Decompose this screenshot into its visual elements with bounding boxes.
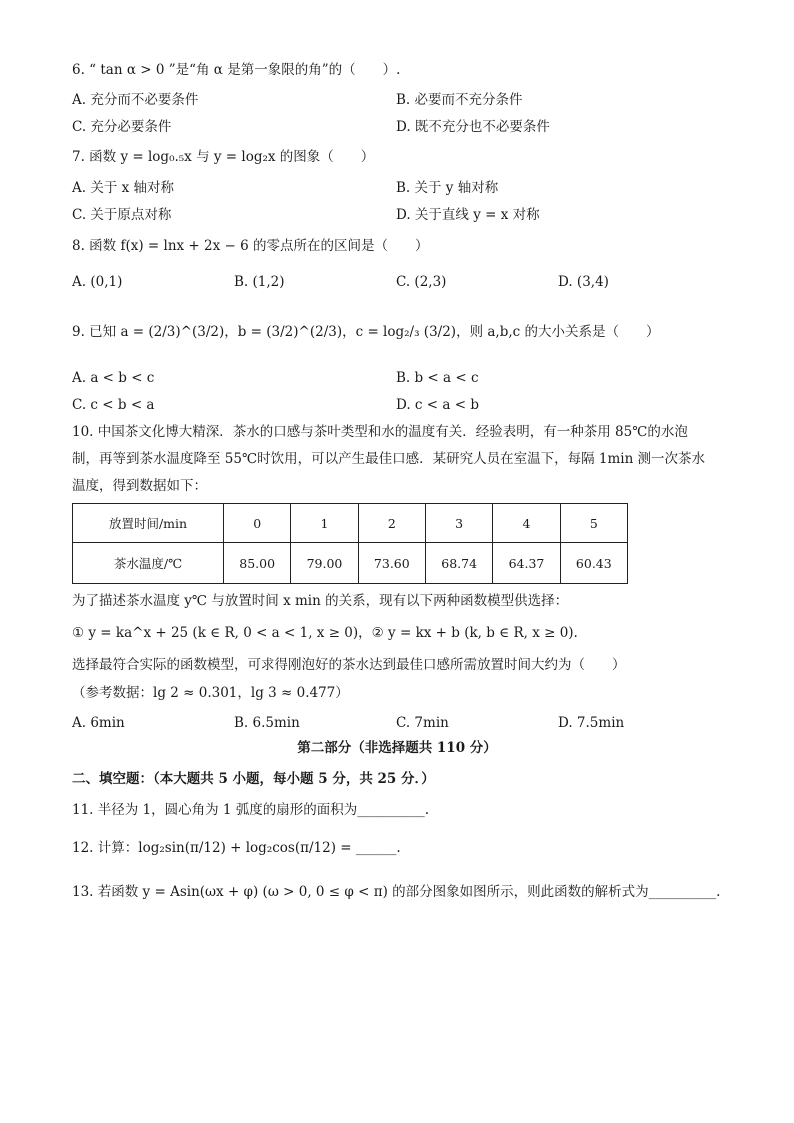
q10-reference-data: （参考数据：lg 2 ≈ 0.301，lg 3 ≈ 0.477） <box>72 685 349 701</box>
q7-option-c: C. 关于原点对称 <box>72 207 172 223</box>
q10-intro-line-2: 制，再等到茶水温度降至 55℃时饮用，可以产生最佳口感．某研究人员在室温下，每隔 1min 测一次茶水 <box>72 451 706 467</box>
table-cell-time: 1 <box>291 504 358 543</box>
table-cell-time: 2 <box>358 504 425 543</box>
q10-models: ① y = ka^x + 25 (k ∈ R, 0 < a < 1, x ≥ 0)，② y = kx + b (k, b ∈ R, x ≥ 0). <box>72 625 578 641</box>
q9-option-b: B. b < a < c <box>396 370 479 386</box>
table-cell-temperature: 68.74 <box>425 543 492 584</box>
q8-option-a: A. (0,1) <box>72 274 123 290</box>
table-header-temperature: 茶水温度/℃ <box>73 543 224 584</box>
table-cell-time: 3 <box>425 504 492 543</box>
q9-option-a: A. a < b < c <box>72 370 155 386</box>
q10-option-a: A. 6min <box>72 715 125 731</box>
q6-stem: 6. “ tan α > 0 ”是“角 α 是第一象限的角”的（ ）. <box>72 62 401 78</box>
q13: 13. 若函数 y = Asin(ωx + φ) (ω > 0, 0 ≤ φ < π) 的部分图象如图所示，则此函数的解析式为__________. <box>72 884 721 900</box>
q10-model-description: 为了描述茶水温度 y℃ 与放置时间 x min 的关系，现有以下两种函数模型供选择： <box>72 593 569 609</box>
q9-option-c: C. c < b < a <box>72 397 155 413</box>
q9-option-d: D. c < a < b <box>396 397 479 413</box>
q6-option-c: C. 充分必要条件 <box>72 119 172 135</box>
q7-stem: 7. 函数 y = log₀.₅x 与 y = log₂x 的图象（ ） <box>72 149 375 165</box>
table-cell-temperature: 79.00 <box>291 543 358 584</box>
q6-option-a: A. 充分而不必要条件 <box>72 92 199 108</box>
q7-option-d: D. 关于直线 y = x 对称 <box>396 207 540 223</box>
section-fill-in-blank-heading: 二、填空题：（本大题共 5 小题，每小题 5 分，共 25 分．） <box>72 771 435 787</box>
table-cell-time: 5 <box>560 504 627 543</box>
q6-option-d: D. 既不充分也不必要条件 <box>396 119 550 135</box>
q10-option-d: D. 7.5min <box>558 715 625 731</box>
q6-option-b: B. 必要而不充分条件 <box>396 92 523 108</box>
q10-option-b: B. 6.5min <box>234 715 300 731</box>
part-two-title: 第二部分（非选择题共 110 分） <box>297 740 497 756</box>
q11: 11. 半径为 1，圆心角为 1 弧度的扇形的面积为__________. <box>72 802 430 818</box>
table-cell-temperature: 60.43 <box>560 543 627 584</box>
tea-temperature-table <box>72 503 628 584</box>
q8-option-d: D. (3,4) <box>558 274 609 290</box>
q7-option-b: B. 关于 y 轴对称 <box>396 180 499 196</box>
q10-intro-line-1: 10. 中国茶文化博大精深．茶水的口感与茶叶类型和水的温度有关．经验表明，有一种茶用 85℃的水泡 <box>72 424 688 440</box>
q10-option-c: C. 7min <box>396 715 449 731</box>
q7-option-a: A. 关于 x 轴对称 <box>72 180 175 196</box>
table-row-time <box>73 504 628 543</box>
q9-stem: 9. 已知 a = (2/3)^(3/2)，b = (3/2)^(2/3)，c = log₂/₃ (3/2)，则 a,b,c 的大小关系是（ ） <box>72 324 660 340</box>
table-cell-temperature: 85.00 <box>224 543 291 584</box>
q12: 12. 计算：log₂sin(π/12) + log₂cos(π/12) = ______. <box>72 840 401 856</box>
table-cell-time: 4 <box>493 504 560 543</box>
q8-stem: 8. 函数 f(x) = lnx + 2x − 6 的零点所在的区间是（ ） <box>72 238 429 254</box>
q10-intro-line-3: 温度，得到数据如下： <box>72 478 207 494</box>
table-row-temperature <box>73 543 628 584</box>
q10-question: 选择最符合实际的函数模型，可求得刚泡好的茶水达到最佳口感所需放置时间大约为（ ） <box>72 657 626 673</box>
table-header-time: 放置时间/min <box>73 504 224 543</box>
table-cell-temperature: 73.60 <box>358 543 425 584</box>
table-cell-time: 0 <box>224 504 291 543</box>
q8-option-b: B. (1,2) <box>234 274 285 290</box>
q8-option-c: C. (2,3) <box>396 274 447 290</box>
table-cell-temperature: 64.37 <box>493 543 560 584</box>
